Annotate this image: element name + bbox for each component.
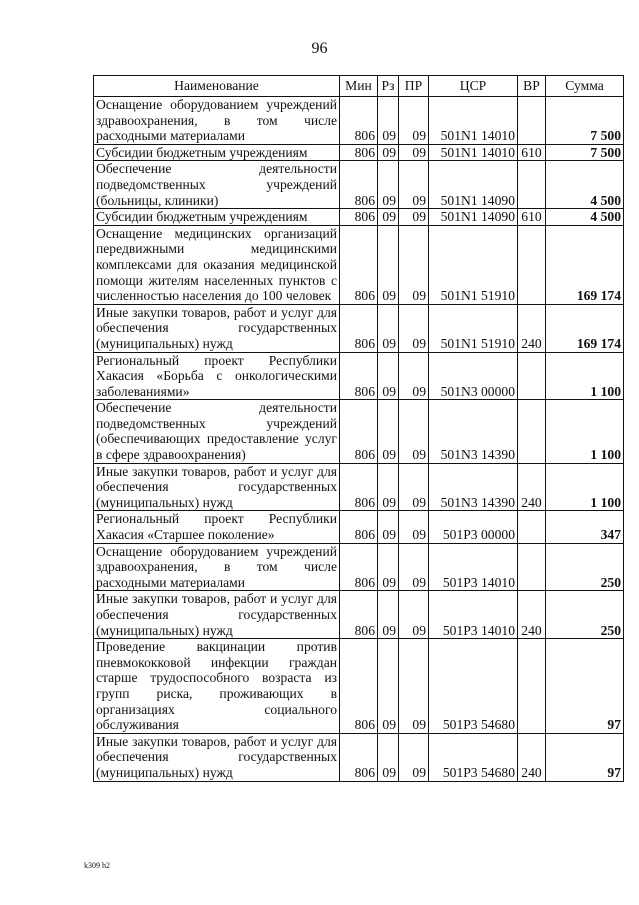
cell-sum: 1 100 [546,463,624,511]
cell-csr: 501P3 00000 [429,511,518,543]
cell-csr: 501P3 14010 [429,543,518,591]
cell-name: Оснащение оборудованием учреждений здравоохранения, в том числе расходными материалами [94,97,340,145]
header-vr: ВР [518,76,546,97]
table-row [94,225,624,304]
cell-csr: 501P3 14010 [429,591,518,639]
cell-sum: 4 500 [546,209,624,226]
header-rz: Рз [378,76,399,97]
cell-rz: 09 [378,463,399,511]
cell-pr: 09 [399,304,429,352]
cell-vr [518,543,546,591]
table-row [94,400,624,463]
cell-csr: 501P3 54680 [429,639,518,734]
cell-pr: 09 [399,591,429,639]
table-row [94,639,624,734]
cell-name: Оснащение оборудованием учреждений здравоохранения, в том числе расходными материалами [94,543,340,591]
cell-csr: 501N1 14010 [429,144,518,161]
cell-sum: 97 [546,733,624,781]
cell-rz: 09 [378,400,399,463]
cell-name: Субсидии бюджетным учреждениям [94,209,340,226]
cell-min: 806 [340,511,378,543]
cell-name: Иные закупки товаров, работ и услуг для обеспечения государственных (муниципальных) нужд [94,591,340,639]
cell-pr: 09 [399,209,429,226]
cell-rz: 09 [378,209,399,226]
cell-csr: 501N1 14090 [429,161,518,209]
cell-min: 806 [340,144,378,161]
cell-name: Иные закупки товаров, работ и услуг для обеспечения государственных (муниципальных) нужд [94,463,340,511]
cell-rz: 09 [378,161,399,209]
cell-sum: 1 100 [546,400,624,463]
cell-vr [518,400,546,463]
header-name: Наименование [94,76,340,97]
table-header-row [94,76,624,97]
cell-name: Оснащение медицинских организаций передвижными медицинскими комплексами для оказания медицинской помощи жителям населенных пунктов с численностью населения до 100 человек [94,225,340,304]
cell-csr: 501N3 14390 [429,463,518,511]
cell-vr: 610 [518,144,546,161]
table-row [94,352,624,400]
cell-min: 806 [340,209,378,226]
cell-sum: 4 500 [546,161,624,209]
cell-name: Проведение вакцинации против пневмококковой инфекции граждан старше трудоспособного возраста из групп риска, проживающих в организациях социального обслуживания [94,639,340,734]
cell-name: Региональный проект Республики Хакасия «Борьба с онкологическими заболеваниями» [94,352,340,400]
cell-sum: 169 174 [546,225,624,304]
cell-min: 806 [340,161,378,209]
table-row [94,511,624,543]
cell-rz: 09 [378,543,399,591]
cell-csr: 501N1 14090 [429,209,518,226]
cell-name: Иные закупки товаров, работ и услуг для обеспечения государственных (муниципальных) нужд [94,733,340,781]
cell-min: 806 [340,97,378,145]
cell-csr: 501N3 00000 [429,352,518,400]
cell-min: 806 [340,400,378,463]
table-row [94,543,624,591]
cell-csr: 501P3 54680 [429,733,518,781]
footer-code: k309 h2 [84,861,110,870]
cell-vr [518,161,546,209]
table-row [94,733,624,781]
cell-min: 806 [340,304,378,352]
cell-vr [518,97,546,145]
cell-rz: 09 [378,352,399,400]
cell-pr: 09 [399,733,429,781]
cell-min: 806 [340,463,378,511]
cell-min: 806 [340,225,378,304]
cell-min: 806 [340,591,378,639]
cell-rz: 09 [378,97,399,145]
cell-vr: 240 [518,733,546,781]
header-pr: ПР [399,76,429,97]
cell-vr: 240 [518,463,546,511]
table-row [94,209,624,226]
cell-pr: 09 [399,225,429,304]
cell-name: Иные закупки товаров, работ и услуг для обеспечения государственных (муниципальных) нужд [94,304,340,352]
cell-vr: 240 [518,304,546,352]
header-csr: ЦСР [429,76,518,97]
cell-pr: 09 [399,400,429,463]
cell-sum: 169 174 [546,304,624,352]
cell-min: 806 [340,352,378,400]
header-min: Мин [340,76,378,97]
cell-vr [518,225,546,304]
cell-sum: 347 [546,511,624,543]
cell-pr: 09 [399,352,429,400]
cell-name: Субсидии бюджетным учреждениям [94,144,340,161]
cell-rz: 09 [378,225,399,304]
cell-min: 806 [340,543,378,591]
cell-min: 806 [340,639,378,734]
table-row [94,304,624,352]
cell-name: Обеспечение деятельности подведомственных учреждений (обеспечивающих предоставление услуг в сфере здравоохранения) [94,400,340,463]
cell-rz: 09 [378,733,399,781]
table-row [94,591,624,639]
page-number: 96 [311,40,328,57]
cell-min: 806 [340,733,378,781]
cell-sum: 1 100 [546,352,624,400]
cell-csr: 501N1 51910 [429,225,518,304]
cell-sum: 250 [546,591,624,639]
cell-pr: 09 [399,511,429,543]
cell-rz: 09 [378,639,399,734]
cell-pr: 09 [399,97,429,145]
cell-sum: 97 [546,639,624,734]
cell-pr: 09 [399,144,429,161]
cell-name: Обеспечение деятельности подведомственных учреждений (больницы, клиники) [94,161,340,209]
table-row [94,144,624,161]
cell-pr: 09 [399,463,429,511]
cell-rz: 09 [378,511,399,543]
cell-csr: 501N3 14390 [429,400,518,463]
budget-table [93,75,624,782]
cell-pr: 09 [399,543,429,591]
cell-vr [518,639,546,734]
table-row [94,97,624,145]
cell-vr: 240 [518,591,546,639]
cell-vr [518,511,546,543]
cell-name: Региональный проект Республики Хакасия «Старшее поколение» [94,511,340,543]
table-row [94,463,624,511]
cell-sum: 7 500 [546,144,624,161]
cell-pr: 09 [399,639,429,734]
cell-rz: 09 [378,144,399,161]
table-row [94,161,624,209]
cell-rz: 09 [378,304,399,352]
cell-csr: 501N1 14010 [429,97,518,145]
header-sum: Сумма [546,76,624,97]
cell-sum: 250 [546,543,624,591]
cell-rz: 09 [378,591,399,639]
cell-vr [518,352,546,400]
cell-sum: 7 500 [546,97,624,145]
cell-vr: 610 [518,209,546,226]
cell-csr: 501N1 51910 [429,304,518,352]
cell-pr: 09 [399,161,429,209]
table-body [94,97,624,782]
